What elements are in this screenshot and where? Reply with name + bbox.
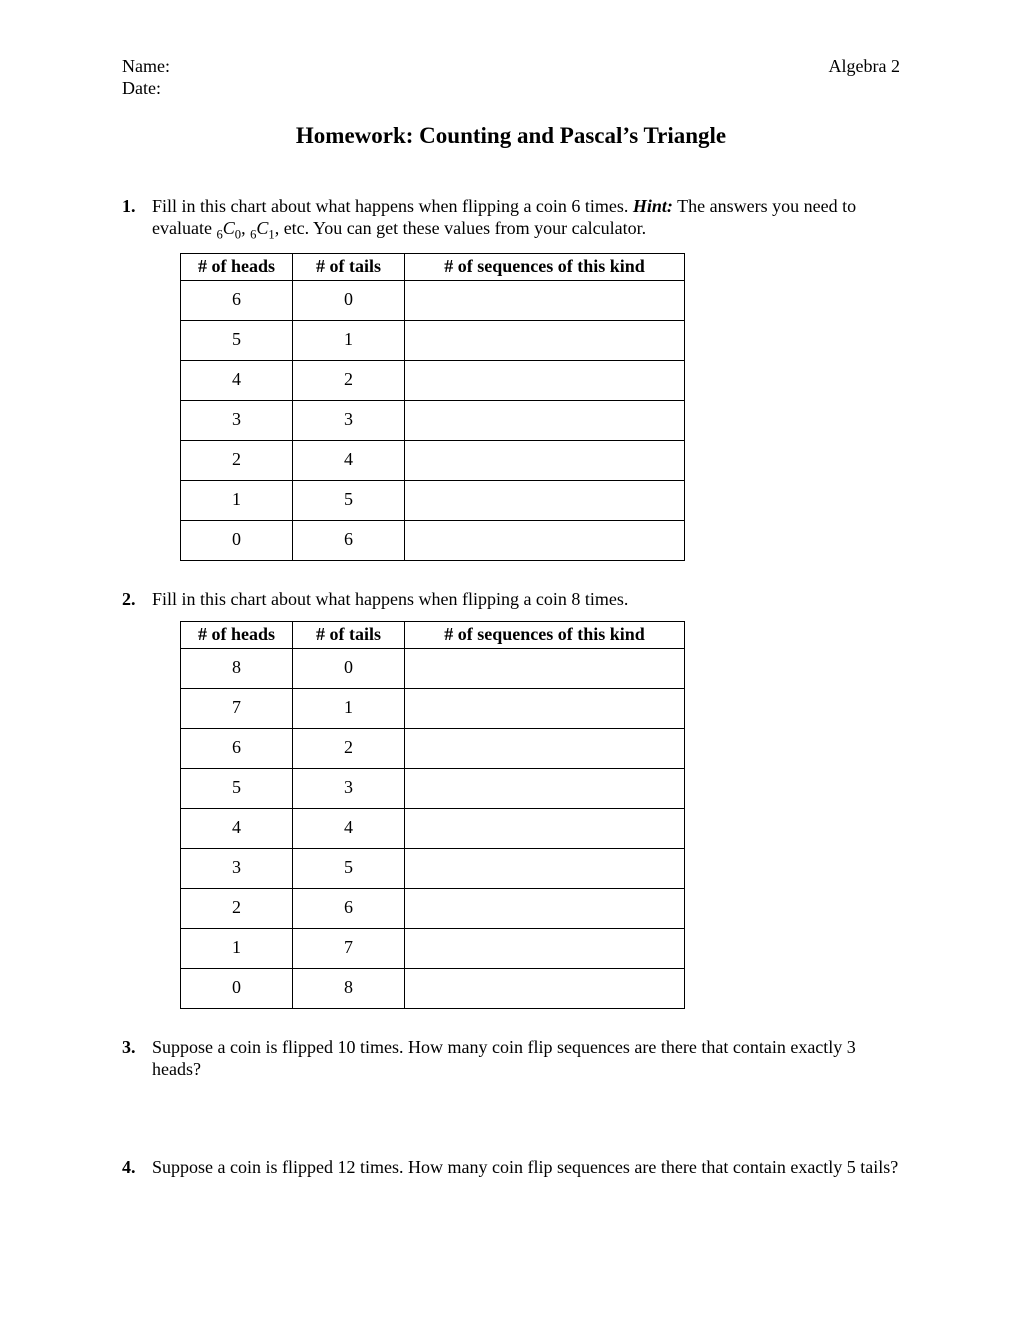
sequences-column-header: # of sequences of this kind — [405, 253, 685, 280]
heads-cell: 3 — [181, 400, 293, 440]
problem-4-text: Suppose a coin is flipped 12 times. How many coin flip sequences are there that contain exactly 5 tails? — [152, 1156, 899, 1177]
problem-1 — [122, 196, 900, 561]
tails-cell: 0 — [293, 280, 405, 320]
tails-cell: 2 — [293, 360, 405, 400]
sequences-answer-cell — [405, 280, 685, 320]
combination-letter: C — [222, 217, 235, 238]
problem-3-number: 3. — [122, 1036, 136, 1057]
tails-cell: 4 — [293, 440, 405, 480]
tails-cell: 8 — [293, 968, 405, 1008]
problem-1-number: 1. — [122, 195, 136, 216]
tails-cell: 5 — [293, 480, 405, 520]
heads-cell: 0 — [181, 968, 293, 1008]
tails-cell: 1 — [293, 688, 405, 728]
table-row — [181, 888, 685, 928]
heads-column-header: # of heads — [181, 621, 293, 648]
heads-cell: 1 — [181, 928, 293, 968]
header-row — [122, 56, 900, 78]
heads-cell: 6 — [181, 280, 293, 320]
heads-cell: 8 — [181, 648, 293, 688]
table-row — [181, 688, 685, 728]
tails-cell: 0 — [293, 648, 405, 688]
table-header-row — [181, 253, 685, 280]
table-row — [181, 320, 685, 360]
problem-3 — [122, 1037, 900, 1081]
sequences-answer-cell — [405, 928, 685, 968]
date-label: Date: — [122, 77, 161, 98]
tails-cell: 1 — [293, 320, 405, 360]
tails-cell: 4 — [293, 808, 405, 848]
table-row — [181, 520, 685, 560]
table-row — [181, 360, 685, 400]
problem-3-text: Suppose a coin is flipped 10 times. How many coin flip sequences are there that contain exactly 3 heads? — [152, 1036, 856, 1079]
combination-notation-1 — [216, 217, 242, 242]
page-title: Homework: Counting and Pascal’s Triangle — [295, 122, 727, 148]
problem-2-text — [152, 589, 900, 1009]
table-row — [181, 928, 685, 968]
problem-1-hint-text-1: The answers you need to evaluate — [152, 195, 857, 238]
sequences-answer-cell — [405, 848, 685, 888]
table-row — [181, 808, 685, 848]
heads-cell: 4 — [181, 360, 293, 400]
sequences-answer-cell — [405, 400, 685, 440]
tails-cell: 6 — [293, 520, 405, 560]
sequences-answer-cell — [405, 968, 685, 1008]
table-row — [181, 280, 685, 320]
problem-2-intro: Fill in this chart about what happens when flipping a coin 8 times. — [152, 588, 629, 609]
pre-subscript: 6 — [250, 227, 257, 242]
table-row — [181, 728, 685, 768]
table-row — [181, 440, 685, 480]
sequences-answer-cell — [405, 888, 685, 928]
heads-cell: 3 — [181, 848, 293, 888]
tails-cell: 3 — [293, 768, 405, 808]
heads-cell: 0 — [181, 520, 293, 560]
heads-cell: 6 — [181, 728, 293, 768]
problem-1-intro: Fill in this chart about what happens when flipping a coin 6 times. — [152, 195, 633, 216]
problem-1-hint-text-2: , etc. You can get these values from your calculator. — [274, 217, 647, 238]
combination-notation-2 — [250, 217, 275, 242]
sequences-answer-cell — [405, 360, 685, 400]
sequences-answer-cell — [405, 688, 685, 728]
heads-column-header: # of heads — [181, 253, 293, 280]
sequences-answer-cell — [405, 648, 685, 688]
heads-cell: 2 — [181, 888, 293, 928]
combination-letter: C — [256, 217, 269, 238]
table-row — [181, 768, 685, 808]
name-label: Name: — [122, 56, 170, 76]
heads-cell: 5 — [181, 320, 293, 360]
heads-cell: 7 — [181, 688, 293, 728]
heads-cell: 5 — [181, 768, 293, 808]
heads-cell: 4 — [181, 808, 293, 848]
course-label: Algebra 2 — [828, 56, 900, 76]
sequences-answer-cell — [405, 808, 685, 848]
problem-2 — [122, 589, 900, 1009]
sequences-answer-cell — [405, 320, 685, 360]
table-header-row — [181, 621, 685, 648]
subscript: 1 — [268, 227, 275, 242]
tails-cell: 5 — [293, 848, 405, 888]
sequences-answer-cell — [405, 768, 685, 808]
tails-cell: 6 — [293, 888, 405, 928]
table-row — [181, 848, 685, 888]
problem-4-number: 4. — [122, 1156, 136, 1177]
tails-column-header: # of tails — [293, 253, 405, 280]
sequences-answer-cell — [405, 440, 685, 480]
table-row — [181, 968, 685, 1008]
notation-separator: , — [241, 217, 251, 238]
heads-cell: 2 — [181, 440, 293, 480]
tails-cell: 2 — [293, 728, 405, 768]
sequences-column-header: # of sequences of this kind — [405, 621, 685, 648]
sequences-answer-cell — [405, 520, 685, 560]
tails-cell: 3 — [293, 400, 405, 440]
sequences-answer-cell — [405, 728, 685, 768]
subscript: 0 — [234, 227, 242, 242]
problem-1-text — [152, 196, 900, 561]
problem-4 — [122, 1157, 900, 1179]
sequences-answer-cell — [405, 480, 685, 520]
coin-flip-table-8 — [180, 621, 685, 1009]
tails-column-header: # of tails — [293, 621, 405, 648]
heads-cell: 1 — [181, 480, 293, 520]
table-row — [181, 400, 685, 440]
coin-flip-table-6 — [180, 253, 685, 561]
problem-2-number: 2. — [122, 588, 136, 609]
tails-cell: 7 — [293, 928, 405, 968]
table-row — [181, 648, 685, 688]
table-row — [181, 480, 685, 520]
hint-label: Hint: — [632, 195, 673, 216]
pre-subscript: 6 — [216, 227, 223, 242]
